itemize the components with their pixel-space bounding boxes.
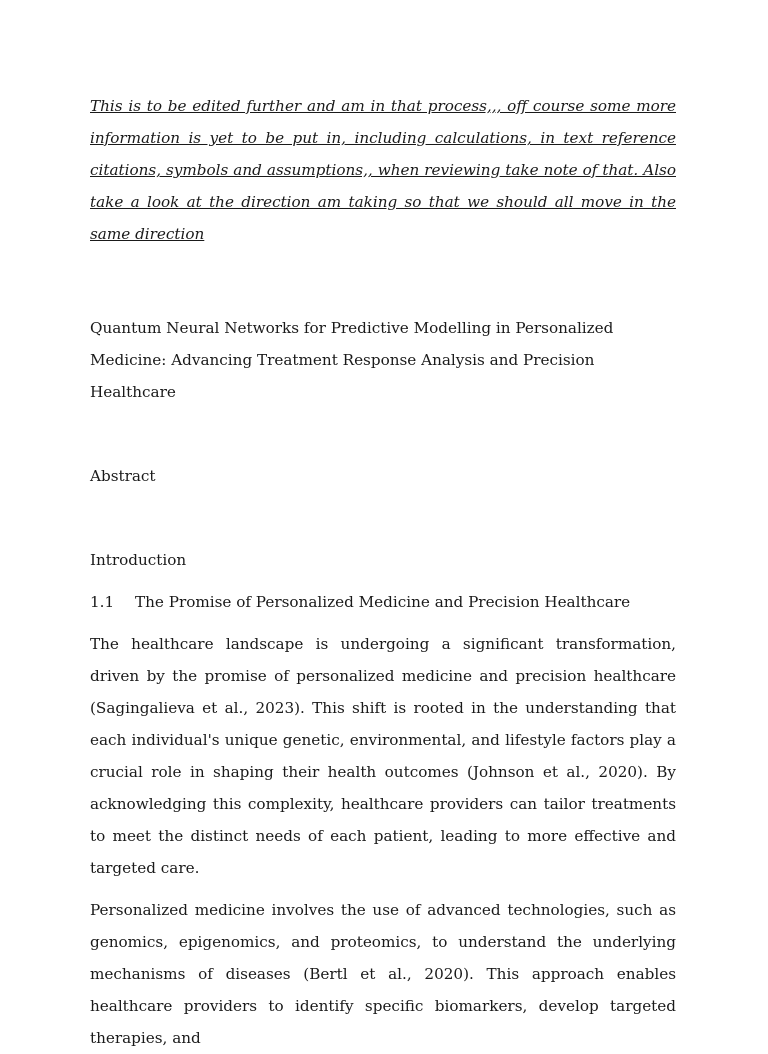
introduction-heading: Introduction — [90, 551, 187, 569]
section-heading — [90, 586, 676, 618]
body-paragraph: Personalized medicine involves the use of advanced technologies, such as genomics, epigenomics, and proteomics, to understand the underlying mechanisms of diseases (Bertl et al., 2020). This approach enables healthcare providers to identify specific biomarkers, develop targeted therapies, and — [90, 901, 676, 1047]
editor-note: This is to be edited further and am in that process,,, off course some more information is yet to be put in, including calculations, in text reference citations, symbols and assumptions,, when reviewing take note of that. Also take a look at the direction am taking so that we should all move in the same direction — [90, 97, 676, 243]
body-paragraph: The healthcare landscape is undergoing a significant transformation, driven by the promise of personalized medicine and precision healthcare (Sagingalieva et al., 2023). This shift is rooted in the understanding that each individual's unique genetic, environmental, and lifestyle factors play a crucial role in shaping their health outcomes (Johnson et al., 2020). By acknowledging this complexity, healthcare providers can tailor treatments to meet the distinct needs of each patient, leading to more effective and targeted care. — [90, 635, 676, 877]
document-page — [90, 90, 676, 1054]
section-title: The Promise of Personalized Medicine and Precision Healthcare — [135, 593, 631, 611]
section-number: 1.1 — [90, 593, 115, 611]
paper-title: Quantum Neural Networks for Predictive Modelling in Personalized Medicine: Advancing Treatment Response Analysis and Precision Healthcare — [90, 319, 614, 401]
abstract-heading: Abstract — [90, 467, 156, 485]
